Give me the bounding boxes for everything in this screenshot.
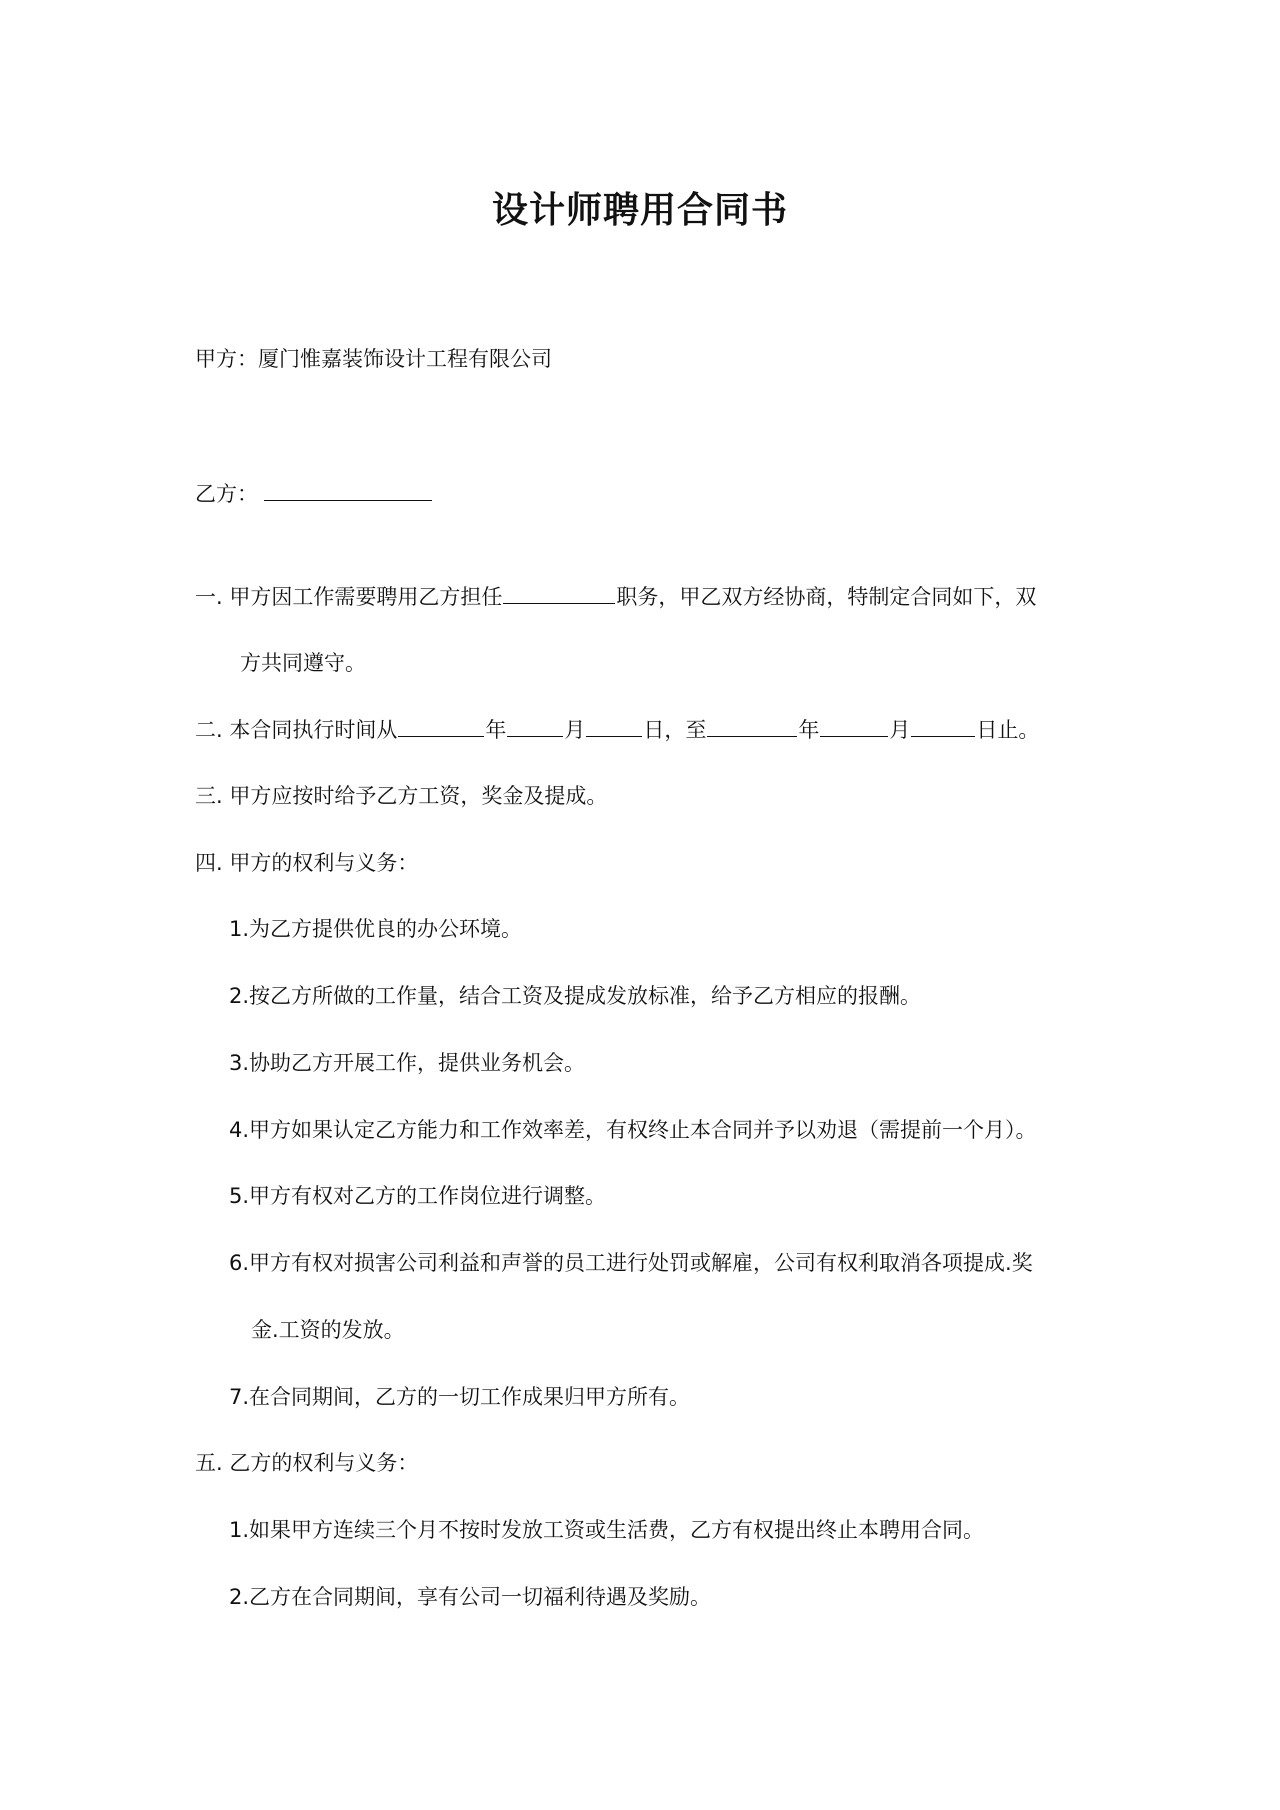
start-year-blank (398, 714, 484, 737)
clause-1-part2: 职务，甲乙双方经协商，特制定合同如下，双 (616, 585, 1037, 609)
clause-4-item-4: 4.甲方如果认定乙方能力和工作效率差，有权终止本合同并予以劝退（需提前一个月）。 (229, 1118, 1037, 1142)
party-b-line (195, 478, 433, 509)
clause-4-item-7: 7.在合同期间，乙方的一切工作成果归甲方所有。 (229, 1385, 691, 1409)
start-month-blank (507, 714, 563, 737)
end-month-blank (820, 714, 888, 737)
clause-4-item-1: 1.为乙方提供优良的办公环境。 (229, 917, 523, 941)
clause-2-month: 月 (564, 718, 586, 742)
end-day-blank (911, 714, 975, 737)
clause-2-month2: 月 (889, 718, 911, 742)
clause-4-item-2: 2.按乙方所做的工作量，结合工资及提成发放标准，给予乙方相应的报酬。 (229, 984, 922, 1008)
party-b-label: 乙方： (195, 482, 258, 506)
clause-5-item-1: 1.如果甲方连续三个月不按时发放工资或生活费，乙方有权提出终止本聘用合同。 (229, 1518, 985, 1542)
clause-1-line (195, 581, 1036, 612)
clause-2-day-to: 日，至 (643, 718, 707, 742)
clause-4-item-6-cont: 金.工资的发放。 (251, 1318, 405, 1342)
clause-3-line: 三. 甲方应按时给予乙方工资，奖金及提成。 (195, 784, 608, 808)
clause-4-item-6: 6.甲方有权对损害公司利益和声誉的员工进行处罚或解雇，公司有权利取消各项提成.奖 (229, 1251, 1033, 1275)
end-year-blank (707, 714, 797, 737)
clause-2-year2: 年 (798, 718, 820, 742)
party-a-value: 厦门惟嘉装饰设计工程有限公司 (258, 347, 552, 371)
clause-1-part1: 一. 甲方因工作需要聘用乙方担任 (195, 585, 503, 609)
clause-2-end: 日止。 (976, 718, 1040, 742)
clause-2-prefix: 二. 本合同执行时间从 (195, 718, 398, 742)
clause-5-heading: 五. 乙方的权利与义务： (195, 1451, 419, 1475)
party-b-blank (264, 478, 432, 501)
clause-1-cont: 方共同遵守。 (240, 651, 366, 675)
clause-5-item-2: 2.乙方在合同期间，享有公司一切福利待遇及奖励。 (229, 1585, 712, 1609)
party-a-line (195, 344, 552, 374)
position-blank (503, 581, 615, 604)
document-title: 设计师聘用合同书 (491, 190, 788, 231)
clause-4-heading: 四. 甲方的权利与义务： (195, 851, 419, 875)
party-a-label: 甲方： (195, 347, 258, 371)
clause-2-year: 年 (485, 718, 507, 742)
clause-4-item-3: 3.协助乙方开展工作，提供业务机会。 (229, 1051, 586, 1075)
clause-4-item-5: 5.甲方有权对乙方的工作岗位进行调整。 (229, 1184, 607, 1208)
clause-2-line (195, 714, 1039, 745)
start-day-blank (586, 714, 642, 737)
